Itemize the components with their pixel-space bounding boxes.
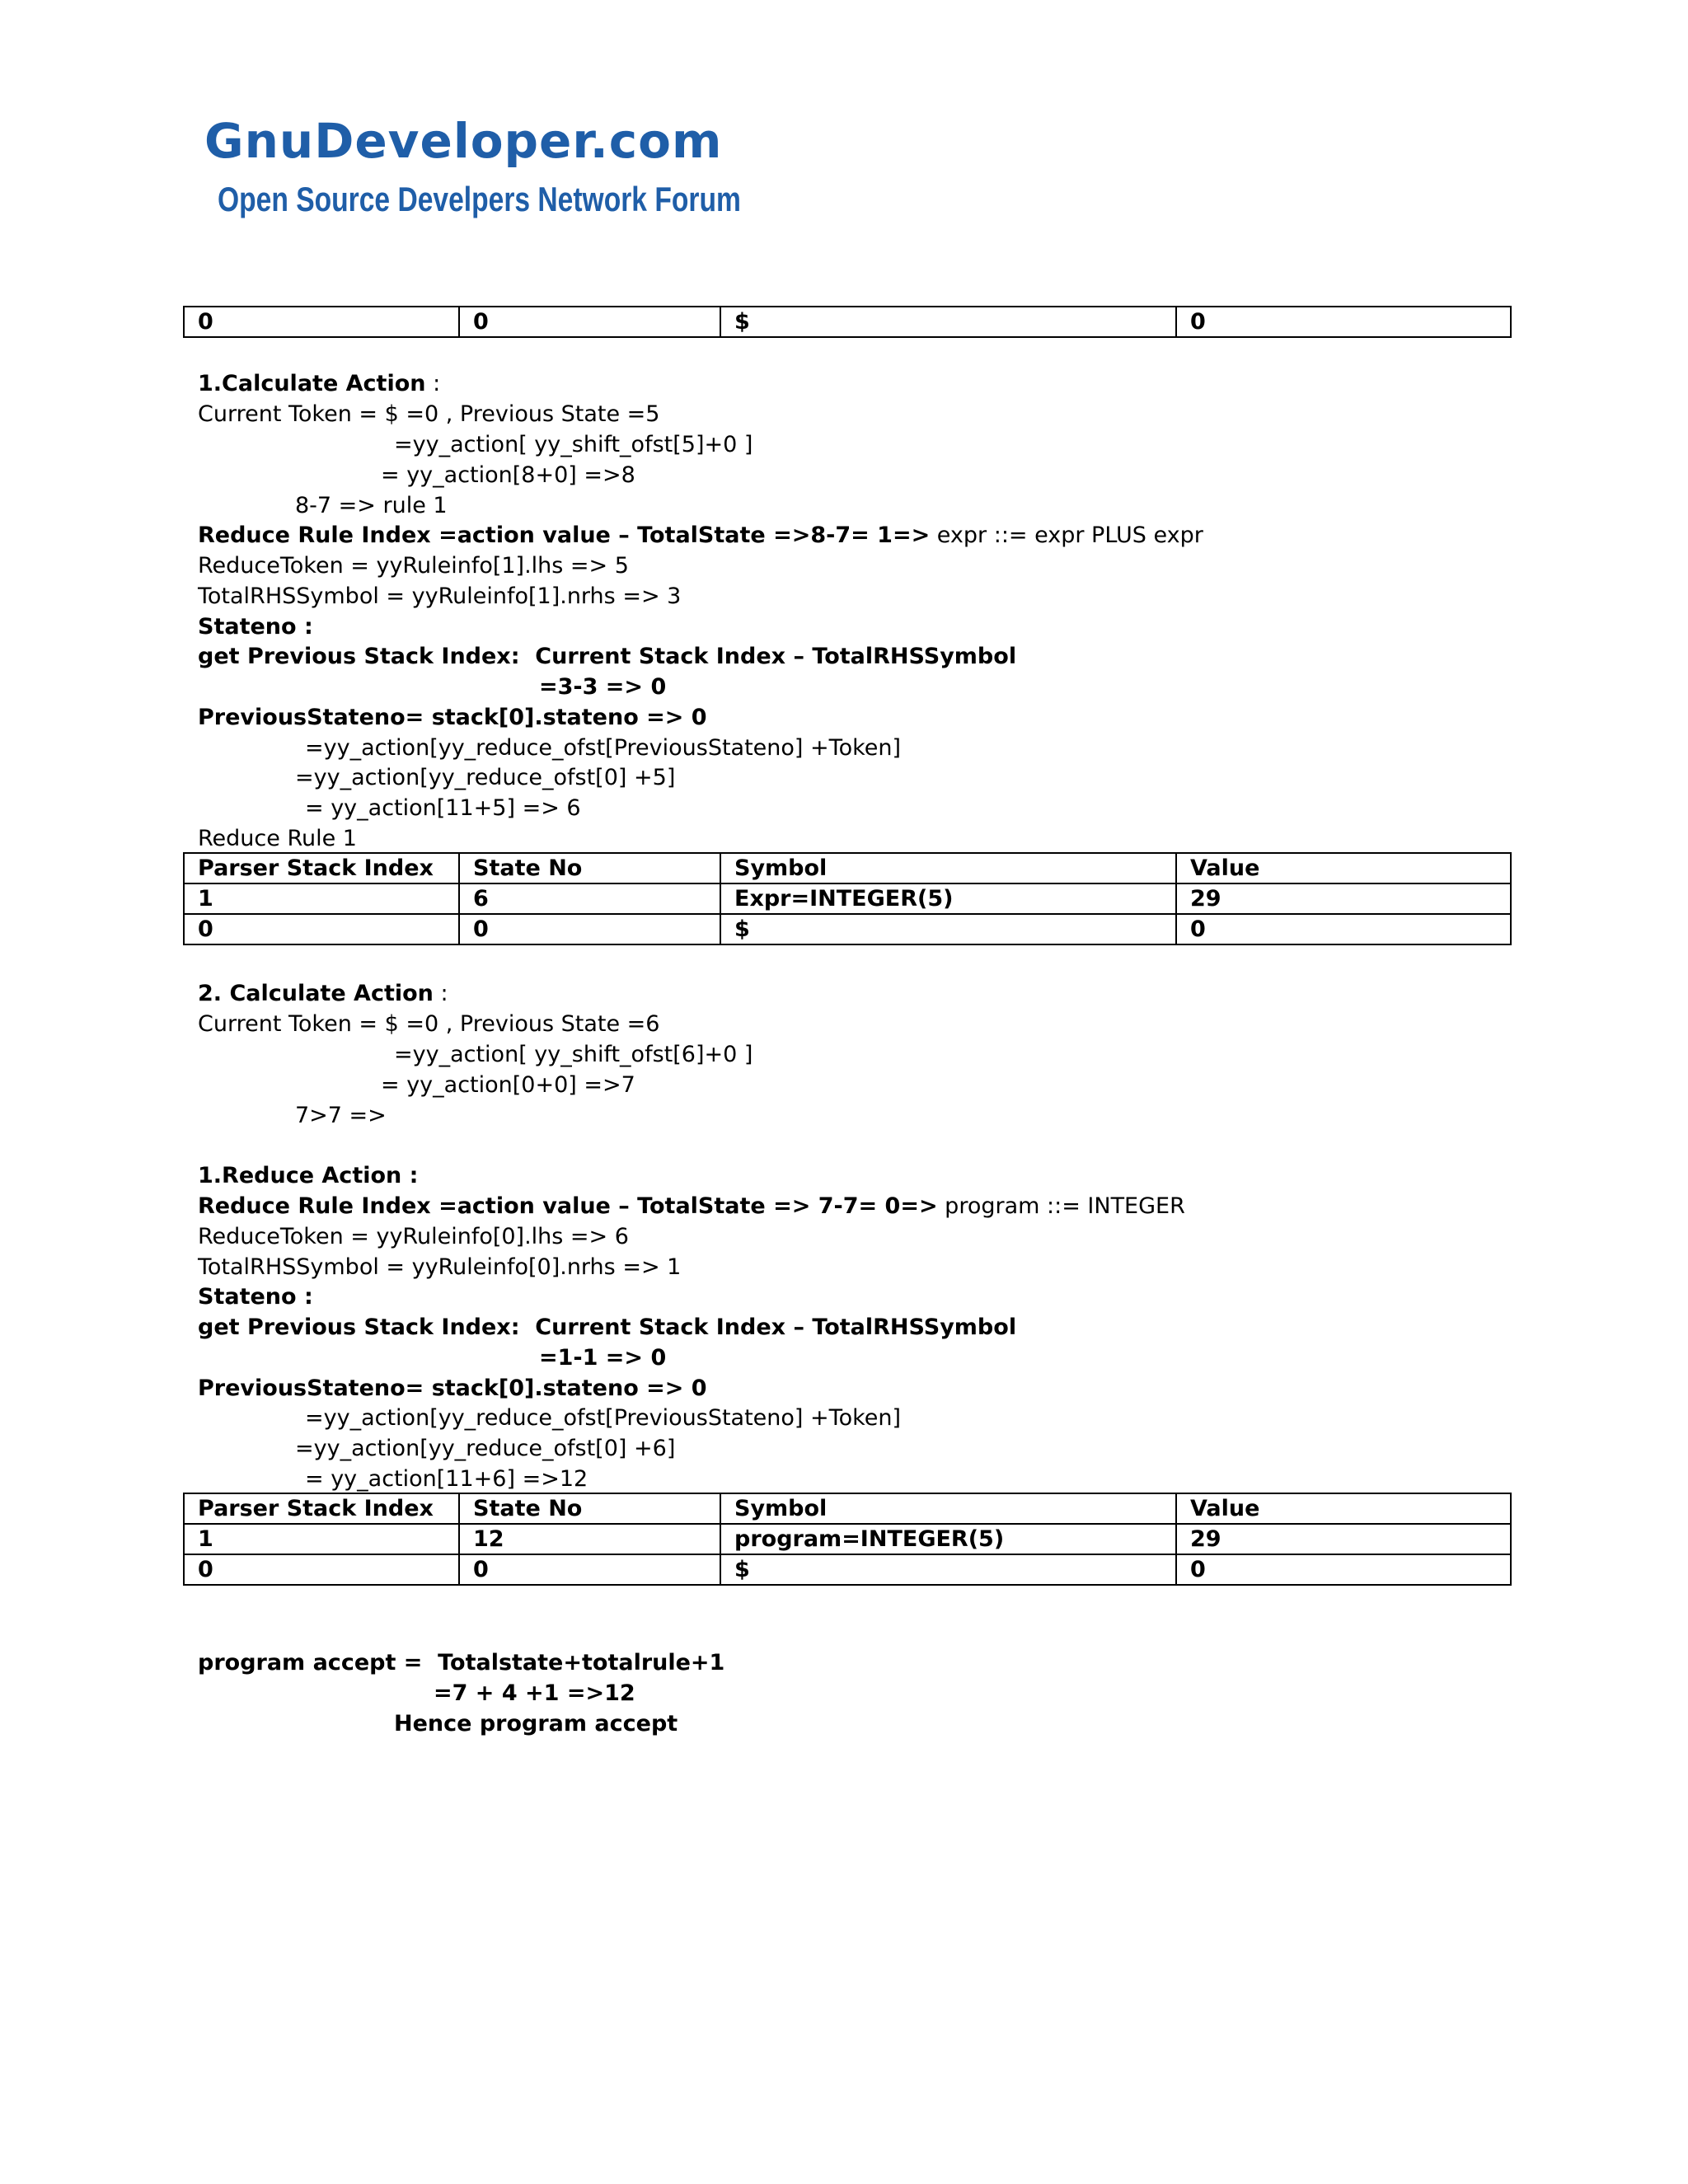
stateno-label: Stateno : bbox=[198, 1284, 313, 1310]
table-cell: 0 bbox=[459, 914, 720, 944]
table-header-row bbox=[184, 853, 1511, 883]
table-cell: Expr=INTEGER(5) bbox=[720, 883, 1176, 914]
table-cell: $ bbox=[720, 1554, 1176, 1585]
reduce-rule-index-text: Reduce Rule Index =action value – TotalState =>8-7= 1=> bbox=[198, 523, 931, 548]
table-cell: 0 bbox=[184, 307, 459, 337]
goto-line: =yy_action[yy_reduce_ofst[0] +6] bbox=[295, 1436, 676, 1461]
table-cell: 1 bbox=[184, 1524, 459, 1554]
heading-text: 1.Calculate Action bbox=[198, 371, 426, 396]
logo-subtitle: Open Source Develpers Network Forum bbox=[218, 180, 741, 218]
table-cell: 0 bbox=[1176, 914, 1511, 944]
table-cell: $ bbox=[720, 914, 1176, 944]
table-row bbox=[184, 914, 1511, 944]
current-token-line: Current Token = $ =0 , Previous State =5 bbox=[198, 401, 660, 427]
calc-line: = yy_action[0+0] =>7 bbox=[381, 1072, 635, 1098]
stack-table-initial bbox=[183, 306, 1512, 338]
table-row bbox=[184, 1524, 1511, 1554]
calc-line: = yy_action[8+0] =>8 bbox=[381, 462, 635, 488]
grammar-rule-text: program ::= INTEGER bbox=[937, 1193, 1185, 1219]
heading-colon: : bbox=[433, 981, 448, 1006]
table-cell: 29 bbox=[1176, 883, 1511, 914]
calc-line: =yy_action[ yy_shift_ofst[5]+0 ] bbox=[394, 432, 753, 457]
goto-line: =yy_action[yy_reduce_ofst[PreviousStateno] +Token] bbox=[305, 735, 902, 761]
table-cell: 6 bbox=[459, 883, 720, 914]
goto-line: = yy_action[11+5] => 6 bbox=[305, 795, 581, 821]
reduce-token-line: ReduceToken = yyRuleinfo[1].lhs => 5 bbox=[198, 553, 629, 579]
column-header: Symbol bbox=[720, 1493, 1176, 1524]
section-heading bbox=[198, 369, 440, 400]
column-header: Value bbox=[1176, 853, 1511, 883]
prev-stack-calc-line: =3-3 => 0 bbox=[539, 674, 667, 700]
table-cell: 0 bbox=[184, 914, 459, 944]
column-header: State No bbox=[459, 853, 720, 883]
calc-line: =yy_action[ yy_shift_ofst[6]+0 ] bbox=[394, 1042, 753, 1067]
site-logo bbox=[204, 113, 872, 219]
total-rhs-line: TotalRHSSymbol = yyRuleinfo[0].nrhs => 1 bbox=[198, 1254, 682, 1280]
column-header: Parser Stack Index bbox=[184, 853, 459, 883]
prev-stack-index-line: get Previous Stack Index: Current Stack Index – TotalRHSSymbol bbox=[198, 644, 1017, 669]
heading-text: 2. Calculate Action bbox=[198, 981, 434, 1006]
section-heading: 1.Reduce Action : bbox=[198, 1163, 419, 1188]
goto-line: = yy_action[11+6] =>12 bbox=[305, 1466, 588, 1492]
stack-table-after-reduce-1 bbox=[183, 852, 1512, 945]
heading-colon: : bbox=[425, 371, 441, 396]
table-cell: program=INTEGER(5) bbox=[720, 1524, 1176, 1554]
reduce-rule-index-line bbox=[198, 521, 1203, 551]
prev-stateno-line: PreviousStateno= stack[0].stateno => 0 bbox=[198, 1376, 707, 1401]
table-row bbox=[184, 307, 1511, 337]
program-accept-calc: =7 + 4 +1 =>12 bbox=[434, 1680, 635, 1706]
goto-line: =yy_action[yy_reduce_ofst[PreviousStateno] +Token] bbox=[305, 1405, 902, 1431]
reduce-rule-index-text: Reduce Rule Index =action value – TotalState => 7-7= 0=> bbox=[198, 1193, 938, 1219]
reduce-token-line: ReduceToken = yyRuleinfo[0].lhs => 6 bbox=[198, 1224, 629, 1249]
stateno-label: Stateno : bbox=[198, 614, 313, 640]
table-row bbox=[184, 1554, 1511, 1585]
table-cell: 0 bbox=[459, 307, 720, 337]
table-cell: $ bbox=[720, 307, 1176, 337]
table-row bbox=[184, 883, 1511, 914]
table-cell: 12 bbox=[459, 1524, 720, 1554]
section-heading bbox=[198, 979, 448, 1010]
reduce-rule-index-line bbox=[198, 1192, 1185, 1222]
prev-stateno-line: PreviousStateno= stack[0].stateno => 0 bbox=[198, 705, 707, 730]
program-accept-line: program accept = Totalstate+totalrule+1 bbox=[198, 1650, 725, 1675]
current-token-line: Current Token = $ =0 , Previous State =6 bbox=[198, 1011, 660, 1037]
calc-line: 7>7 => bbox=[295, 1103, 387, 1128]
prev-stack-calc-line: =1-1 => 0 bbox=[539, 1345, 667, 1371]
total-rhs-line: TotalRHSSymbol = yyRuleinfo[1].nrhs => 3 bbox=[198, 583, 682, 609]
reduce-rule-label: Reduce Rule 1 bbox=[198, 826, 357, 851]
table-cell: 0 bbox=[459, 1554, 720, 1585]
column-header: Symbol bbox=[720, 853, 1176, 883]
table-cell: 0 bbox=[1176, 307, 1511, 337]
column-header: Value bbox=[1176, 1493, 1511, 1524]
table-cell: 0 bbox=[184, 1554, 459, 1585]
logo-title: GnuDeveloper.com bbox=[204, 113, 723, 169]
table-cell: 29 bbox=[1176, 1524, 1511, 1554]
grammar-rule-text: expr ::= expr PLUS expr bbox=[930, 523, 1203, 548]
table-cell: 1 bbox=[184, 883, 459, 914]
table-header-row bbox=[184, 1493, 1511, 1524]
prev-stack-index-line: get Previous Stack Index: Current Stack Index – TotalRHSSymbol bbox=[198, 1315, 1017, 1340]
calc-line: 8-7 => rule 1 bbox=[295, 493, 448, 518]
stack-table-after-reduce-2 bbox=[183, 1493, 1512, 1586]
program-accept-result: Hence program accept bbox=[394, 1711, 678, 1736]
column-header: State No bbox=[459, 1493, 720, 1524]
column-header: Parser Stack Index bbox=[184, 1493, 459, 1524]
table-cell: 0 bbox=[1176, 1554, 1511, 1585]
goto-line: =yy_action[yy_reduce_ofst[0] +5] bbox=[295, 765, 676, 790]
